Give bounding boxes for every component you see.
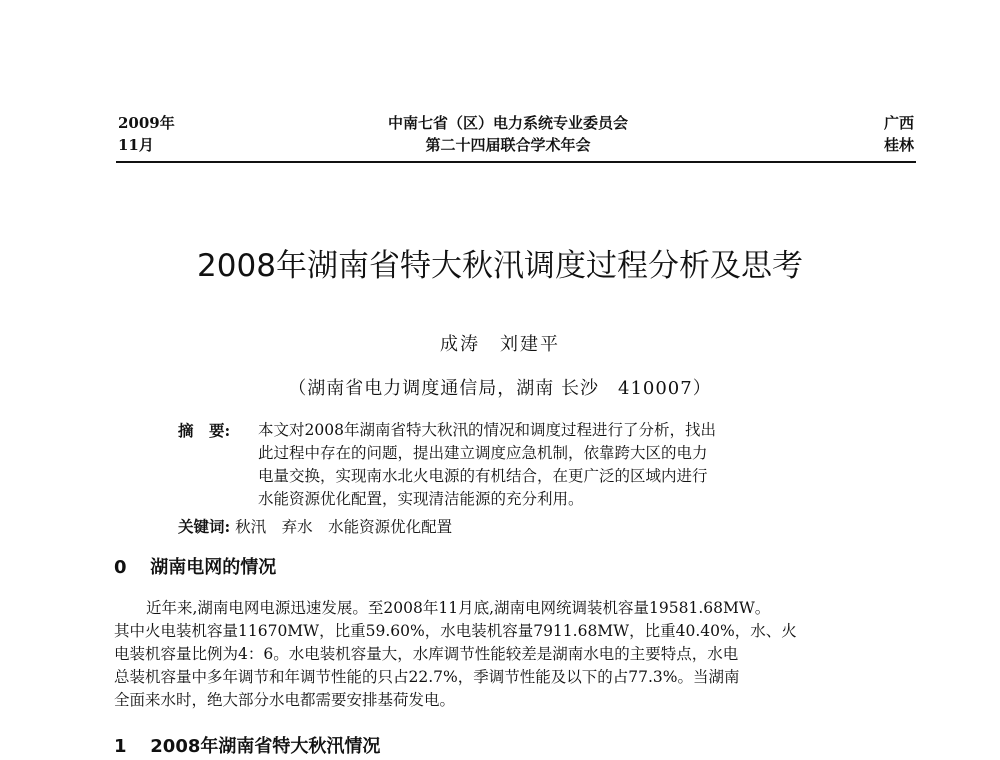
section-0-body — [114, 597, 914, 712]
section-heading-1 — [114, 734, 380, 760]
header-place-line2: 桂林 — [883, 136, 914, 154]
abstract-line: 水能资源优化配置，实现清洁能源的充分利用。 — [258, 490, 584, 508]
header-date — [118, 112, 175, 156]
keywords-label: 关键词: — [178, 517, 231, 536]
body-line: 其中火电装机容量11670MW，比重59.60%，水电装机容量7911.68MW，比重40.40%，水、火 — [114, 622, 797, 640]
paper-title: 2008年湖南省特大秋汛调度过程分析及思考 — [197, 248, 803, 284]
abstract-line: 电量交换，实现南水北火电源的有机结合，在更广泛的区域内进行 — [258, 467, 708, 485]
abstract-text — [258, 419, 858, 511]
conference-header — [118, 112, 914, 160]
body-line: 近年来,湖南电网电源迅速发展。至2008年11月底,湖南电网统调装机容量19581.68MW。 — [146, 599, 771, 617]
abstract — [178, 419, 858, 511]
header-year: 2009年 — [118, 114, 175, 132]
header-month: 11月 — [118, 136, 154, 154]
paper-authors: 成涛 刘建平 — [440, 334, 560, 355]
body-line: 总装机容量中多年调节和年调节性能的只占22.7%，季调节性能及以下的占77.3%。当湖南 — [114, 668, 740, 686]
body-line: 电装机容量比例为4：6。水电装机容量大，水库调节性能较差是湖南水电的主要特点，水电 — [114, 645, 739, 663]
section-number: 1 — [114, 736, 127, 757]
header-org-line2: 第二十四届联合学术年会 — [425, 136, 591, 154]
abstract-line: 此过程中存在的问题，提出建立调度应急机制，依靠跨大区的电力 — [258, 444, 708, 462]
header-organization — [348, 112, 668, 156]
abstract-line: 本文对2008年湖南省特大秋汛的情况和调度过程进行了分析，找出 — [258, 421, 716, 439]
abstract-label: 摘 要: — [178, 421, 231, 440]
header-divider — [116, 161, 916, 163]
paper-affiliation: （湖南省电力调度通信局，湖南 长沙 410007） — [288, 378, 712, 399]
section-number: 0 — [114, 557, 127, 578]
keywords-text: 秋汛 弃水 水能资源优化配置 — [235, 518, 453, 536]
keywords — [178, 515, 452, 539]
section-title: 2008年湖南省特大秋汛情况 — [150, 736, 381, 757]
header-place — [884, 112, 914, 156]
body-line: 全面来水时，绝大部分水电都需要安排基荷发电。 — [114, 691, 456, 709]
header-org-line1: 中南七省（区）电力系统专业委员会 — [387, 114, 628, 132]
section-title: 湖南电网的情况 — [150, 557, 277, 578]
section-heading-0 — [114, 555, 276, 581]
header-place-line1: 广西 — [883, 114, 914, 132]
